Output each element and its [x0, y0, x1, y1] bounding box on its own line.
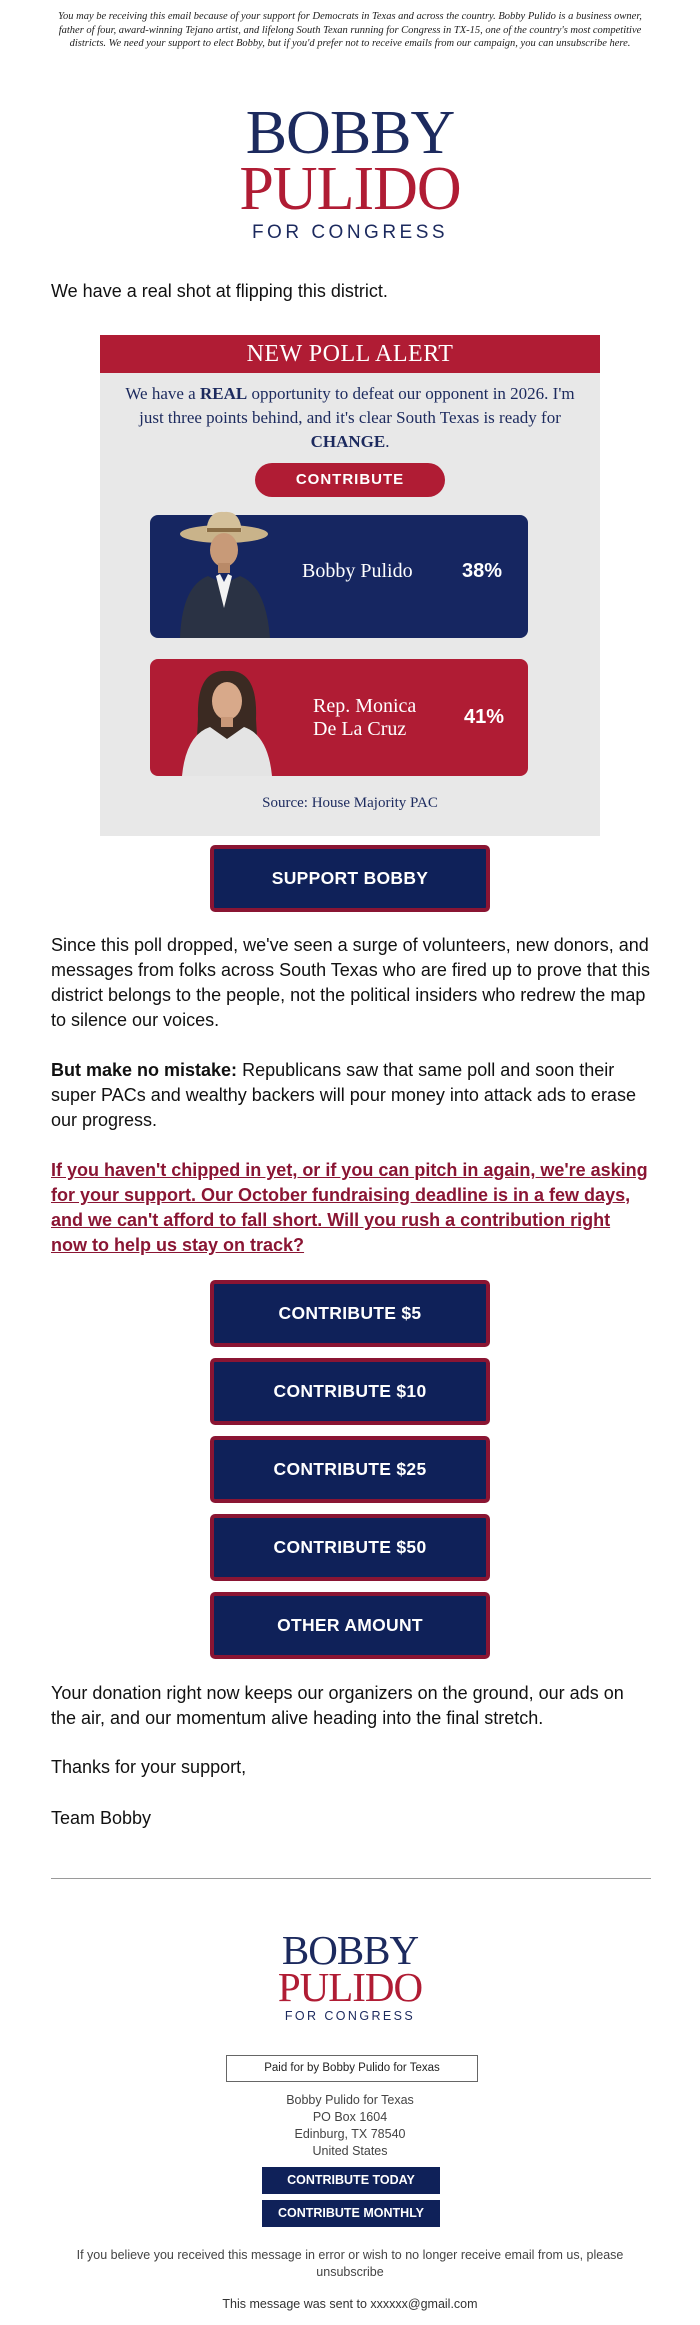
- poll-graphic[interactable]: [100, 335, 600, 836]
- contribute-50-button[interactable]: CONTRIBUTE $50: [210, 1514, 490, 1581]
- contribute-25-button[interactable]: CONTRIBUTE $25: [210, 1436, 490, 1503]
- intro-text: We have a real shot at flipping this district.: [51, 281, 388, 301]
- poll-contribute-button[interactable]: CONTRIBUTE: [255, 463, 445, 497]
- address-line: United States: [312, 2144, 388, 2158]
- paragraph-no-mistake: [51, 1058, 651, 1133]
- contribute-today-button[interactable]: CONTRIBUTE TODAY: [262, 2167, 440, 2194]
- appeal-link[interactable]: If you haven't chipped in yet, or if you can pitch in again, we're asking for your support. Our October fundraising deadline is in a few days, and we can't afford to fall short. Will you rush a contribution right now to help us stay on track?: [51, 1160, 648, 1255]
- signature-text: Team Bobby: [51, 1808, 152, 1828]
- poll-text-bold-real: REAL: [199, 384, 248, 403]
- poll-text-part: We have a: [125, 384, 200, 403]
- contribute-10-button[interactable]: CONTRIBUTE $10: [210, 1358, 490, 1425]
- candidate-percent-pulido: 38%: [462, 560, 503, 582]
- candidate-card-delacruz: [150, 659, 528, 776]
- paragraph-bold-lead: But make no mistake:: [51, 1060, 238, 1080]
- logo-for-congress: FOR CONGRESS: [251, 221, 449, 243]
- paragraph-donation-impact: Your donation right now keeps our organizers on the ground, our ads on the air, and our momentum alive heading into the final stretch.: [51, 1683, 624, 1728]
- paragraph-rest: Republicans saw that same poll and soon their super PACs and wealthy backers will pour money into attack ads to erase our progress.: [51, 1060, 636, 1130]
- campaign-logo: [0, 99, 700, 244]
- contribute-5-button[interactable]: CONTRIBUTE $5: [210, 1280, 490, 1347]
- candidate-name-delacruz: [313, 695, 416, 741]
- poll-text-part: .: [385, 432, 390, 451]
- delacruz-photo: [172, 659, 282, 776]
- contribute-monthly-button[interactable]: CONTRIBUTE MONTHLY: [262, 2200, 440, 2227]
- poll-source: Source: House Majority PAC: [262, 795, 438, 811]
- pulido-photo: [172, 508, 282, 638]
- paragraph-surge: Since this poll dropped, we've seen a surge of volunteers, new donors, and messages from folks across South Texas who are fired up to prove that this district belongs to the people, not the political insiders who redrew the map to silence our voices.: [51, 935, 650, 1030]
- address-line: PO Box 1604: [312, 2110, 388, 2124]
- support-bobby-button[interactable]: SUPPORT BOBBY: [210, 845, 490, 912]
- address-line: Bobby Pulido for Texas: [286, 2093, 414, 2107]
- footer-logo-bobby: BOBBY: [281, 1927, 419, 1973]
- sent-to-text: This message was sent to xxxxxx@gmail.com: [222, 2297, 478, 2311]
- candidate-name-pulido: Bobby Pulido: [302, 560, 413, 582]
- candidate-percent-delacruz: 41%: [464, 706, 505, 728]
- unsubscribe-link[interactable]: If you believe you received this message in error or wish to no longer receive email from us, please unsubscribe: [76, 2248, 624, 2279]
- poll-description: [120, 382, 580, 454]
- unsubscribe-note[interactable]: [75, 2247, 625, 2281]
- poll-header: NEW POLL ALERT: [100, 335, 600, 373]
- paid-for-disclaimer: Paid for by Bobby Pulido for Texas: [226, 2055, 478, 2082]
- footer-logo: [0, 1927, 700, 2023]
- poll-text-bold-change: CHANGE: [310, 432, 386, 451]
- candidate-name-line1: Rep. Monica: [313, 695, 417, 717]
- candidate-name-line2: De La Cruz: [313, 718, 407, 740]
- other-amount-button[interactable]: OTHER AMOUNT: [210, 1592, 490, 1659]
- footer-logo-pulido: PULIDO: [277, 1963, 423, 2010]
- address-line: Edinburg, TX 78540: [294, 2127, 406, 2141]
- logo-bobby: BOBBY: [245, 99, 455, 167]
- poll-text-part: opportunity to defeat our opponent in 2026. I'm just three points behind, and it's clear South Texas is ready for: [139, 384, 575, 427]
- footer-divider: [51, 1878, 651, 1879]
- preheader-text: You may be receiving this email because of your support for Democrats in Texas and across the country. Bobby Pulido is a business owner, father of four, award-winning Tejano artist, and lifelong South Texan running for Congress in TX-15, one of the country's most competitive districts. We need your support to elect Bobby, but if you'd prefer not to receive emails from our campaign, you can unsubscribe here.: [58, 11, 642, 50]
- candidate-card-pulido: [150, 515, 528, 638]
- thanks-text: Thanks for your support,: [51, 1757, 247, 1777]
- logo-pulido: PULIDO: [239, 154, 461, 223]
- footer-logo-for-congress: FOR CONGRESS: [284, 2008, 416, 2023]
